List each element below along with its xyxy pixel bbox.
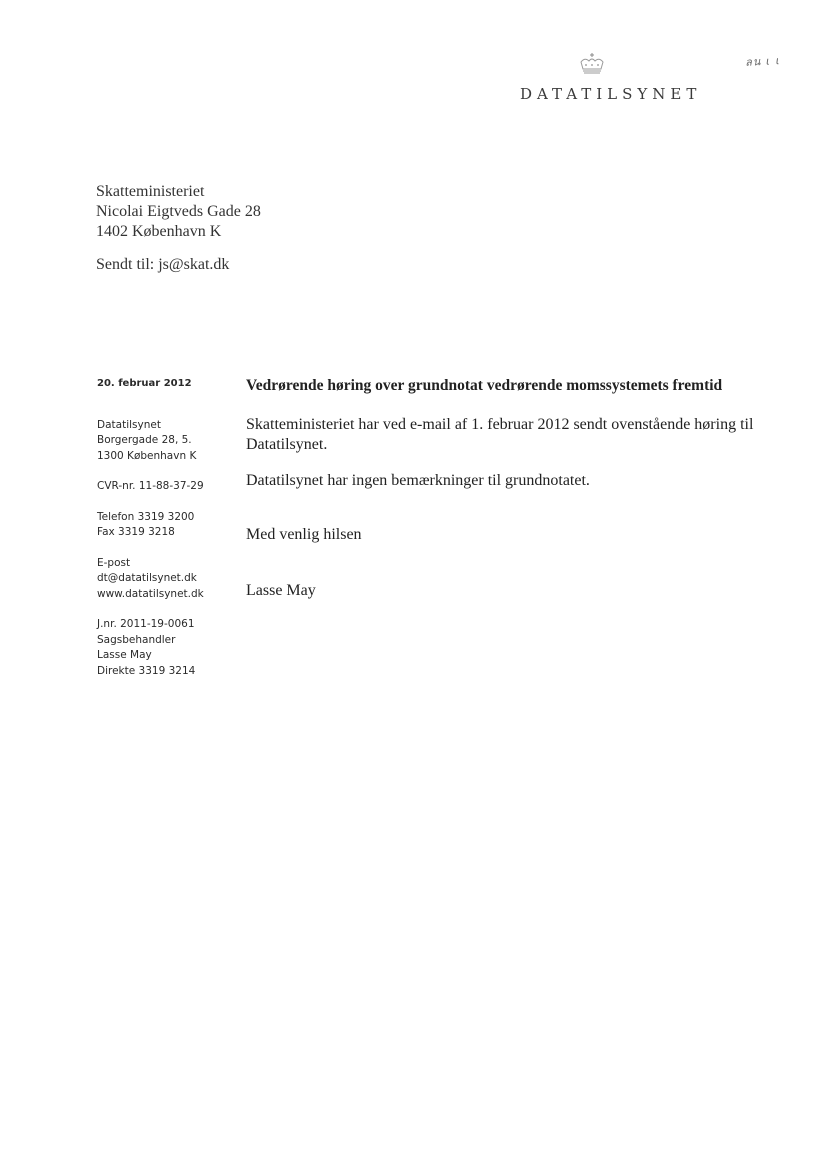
letter-body [246, 376, 756, 601]
signer-name: Lasse May [246, 582, 316, 599]
recipient-line: 1402 København K [96, 223, 222, 240]
phone-line: Telefon 3319 3200 [97, 510, 195, 523]
email-address: dt@datatilsynet.dk [97, 572, 197, 584]
letter-subject: Vedrørende høring over grundnotat vedrørende momssystemets fremtid [246, 377, 723, 394]
phone-block [97, 510, 237, 541]
case-number: J.nr. 2011-19-0061 [97, 618, 195, 630]
fax-line: Fax 3319 3218 [97, 526, 175, 538]
letter-date: 20. februar 2012 [97, 378, 192, 389]
address-line: Borgergade 28, 5. [97, 434, 192, 446]
crown-icon [576, 52, 608, 76]
address-line: 1300 København K [97, 449, 197, 462]
direct-phone: Direkte 3319 3214 [97, 664, 196, 677]
recipient-line: Nicolai Eigtveds Gade 28 [96, 203, 261, 220]
email-label: E-post [97, 556, 131, 569]
cvr-number: CVR-nr. 11-88-37-29 [97, 480, 204, 492]
logo-text: DATATILSYNET [520, 85, 702, 103]
closing-phrase: Med venlig hilsen [246, 526, 362, 543]
website: www.datatilsynet.dk [97, 587, 204, 600]
body-paragraph: Datatilsynet har ingen bemærkninger til grundnotatet. [246, 472, 590, 489]
case-handler-name: Lasse May [97, 649, 152, 661]
recipient-line: Skatteministeriet [96, 183, 205, 200]
handwritten-note: ลน ɩ ɩ [744, 54, 782, 69]
case-block [97, 617, 237, 679]
address-line: Datatilsynet [97, 418, 161, 431]
case-handler-label: Sagsbehandler [97, 633, 176, 646]
contact-block [97, 556, 237, 603]
sent-to: Sendt til: js@skat.dk [96, 256, 230, 273]
recipient-address [96, 182, 261, 242]
body-paragraph: Skatteministeriet har ved e-mail af 1. februar 2012 sendt ovenstående høring til Datatilsynet. [246, 416, 754, 453]
sender-info-sidebar [97, 376, 237, 694]
datatilsynet-logo [520, 52, 750, 112]
sender-address [97, 418, 237, 465]
